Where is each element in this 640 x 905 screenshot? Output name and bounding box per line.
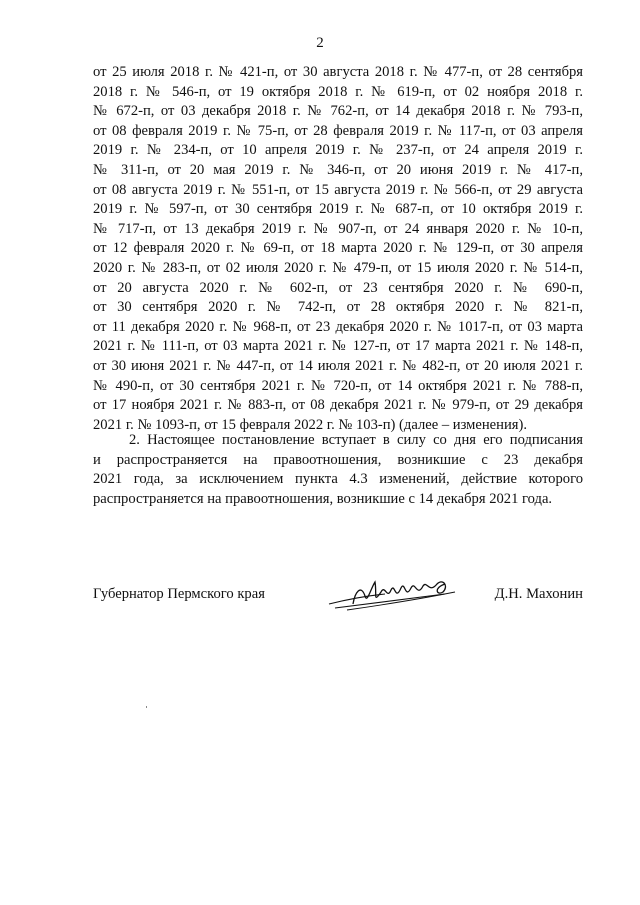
text-line: 2021 г. № 111-п, от 03 марта 2021 г. № 127-п, от 17 марта 2021 г. № 148-п, (93, 338, 583, 355)
text-line: от 30 июня 2021 г. № 447-п, от 14 июля 2021 г. № 482-п, от 20 июля 2021 г. (93, 357, 583, 374)
text-line: от 12 февраля 2020 г. № 69-п, от 18 марта 2020 г. № 129-п, от 30 апреля (93, 240, 583, 257)
text-line: от 11 декабря 2020 г. № 968-п, от 23 декабря 2020 г. № 1017-п, от 03 марта (93, 318, 583, 335)
text-line: и распространяется на правоотношения, возникшие с 23 декабря (93, 451, 583, 468)
text-line: 2019 г. № 597-п, от 30 сентября 2019 г. № 687-п, от 10 октября 2019 г. (93, 201, 583, 218)
scan-speck (146, 706, 147, 708)
text-line: № 717-п, от 13 декабря 2019 г. № 907-п, от 24 января 2020 г. № 10-п, (93, 220, 583, 237)
text-line: от 20 августа 2020 г. № 602-п, от 23 сентября 2020 г. № 690-п, (93, 279, 583, 296)
signature-block (93, 584, 583, 624)
text-line: распространяется на правоотношения, возникшие с 14 декабря 2021 года. (93, 490, 553, 507)
text-line: от 08 февраля 2019 г. № 75-п, от 28 февраля 2019 г. № 117-п, от 03 апреля (93, 122, 583, 139)
text-line: от 30 сентября 2020 г. № 742-п, от 28 октября 2020 г. № 821-п, (93, 299, 583, 316)
text-line: от 25 июля 2018 г. № 421-п, от 30 августа 2018 г. № 477-п, от 28 сентября (93, 64, 583, 80)
paragraph-amendments-list (93, 63, 583, 435)
text-line: от 08 августа 2019 г. № 551-п, от 15 августа 2019 г. № 566-п, от 29 августа (93, 181, 583, 198)
text-line: 2021 г. № 1093-п, от 15 февраля 2022 г. № 103-п) (далее – изменения). (93, 416, 527, 433)
signatory-name: Д.Н. Махонин (494, 586, 583, 602)
text-line: 2. Настоящее постановление вступает в силу со дня его подписания (129, 432, 583, 448)
handwritten-signature-icon (325, 574, 465, 619)
text-line: 2018 г. № 546-п, от 19 октября 2018 г. № 619-п, от 02 ноября 2018 г. (93, 83, 583, 100)
text-line: от 17 ноября 2021 г. № 883-п, от 08 декабря 2021 г. № 979-п, от 29 декабря (93, 397, 583, 414)
page-number: 2 (316, 35, 324, 51)
text-line: 2020 г. № 283-п, от 02 июля 2020 г. № 479-п, от 15 июля 2020 г. № 514-п, (93, 259, 583, 276)
text-line: № 490-п, от 30 сентября 2021 г. № 720-п, от 14 октября 2021 г. № 788-п, (93, 377, 583, 394)
text-line: № 311-п, от 20 мая 2019 г. № 346-п, от 20 июня 2019 г. № 417-п, (93, 161, 583, 178)
paragraph-effective-date (93, 431, 583, 509)
text-line: 2019 г. № 234-п, от 10 апреля 2019 г. № 237-п, от 24 апреля 2019 г. (93, 142, 583, 159)
signatory-position: Губернатор Пермского края (93, 586, 265, 602)
text-line: 2021 года, за исключением пункта 4.3 изменений, действие которого (93, 471, 583, 488)
text-line: № 672-п, от 03 декабря 2018 г. № 762-п, от 14 декабря 2018 г. № 793-п, (93, 103, 583, 120)
